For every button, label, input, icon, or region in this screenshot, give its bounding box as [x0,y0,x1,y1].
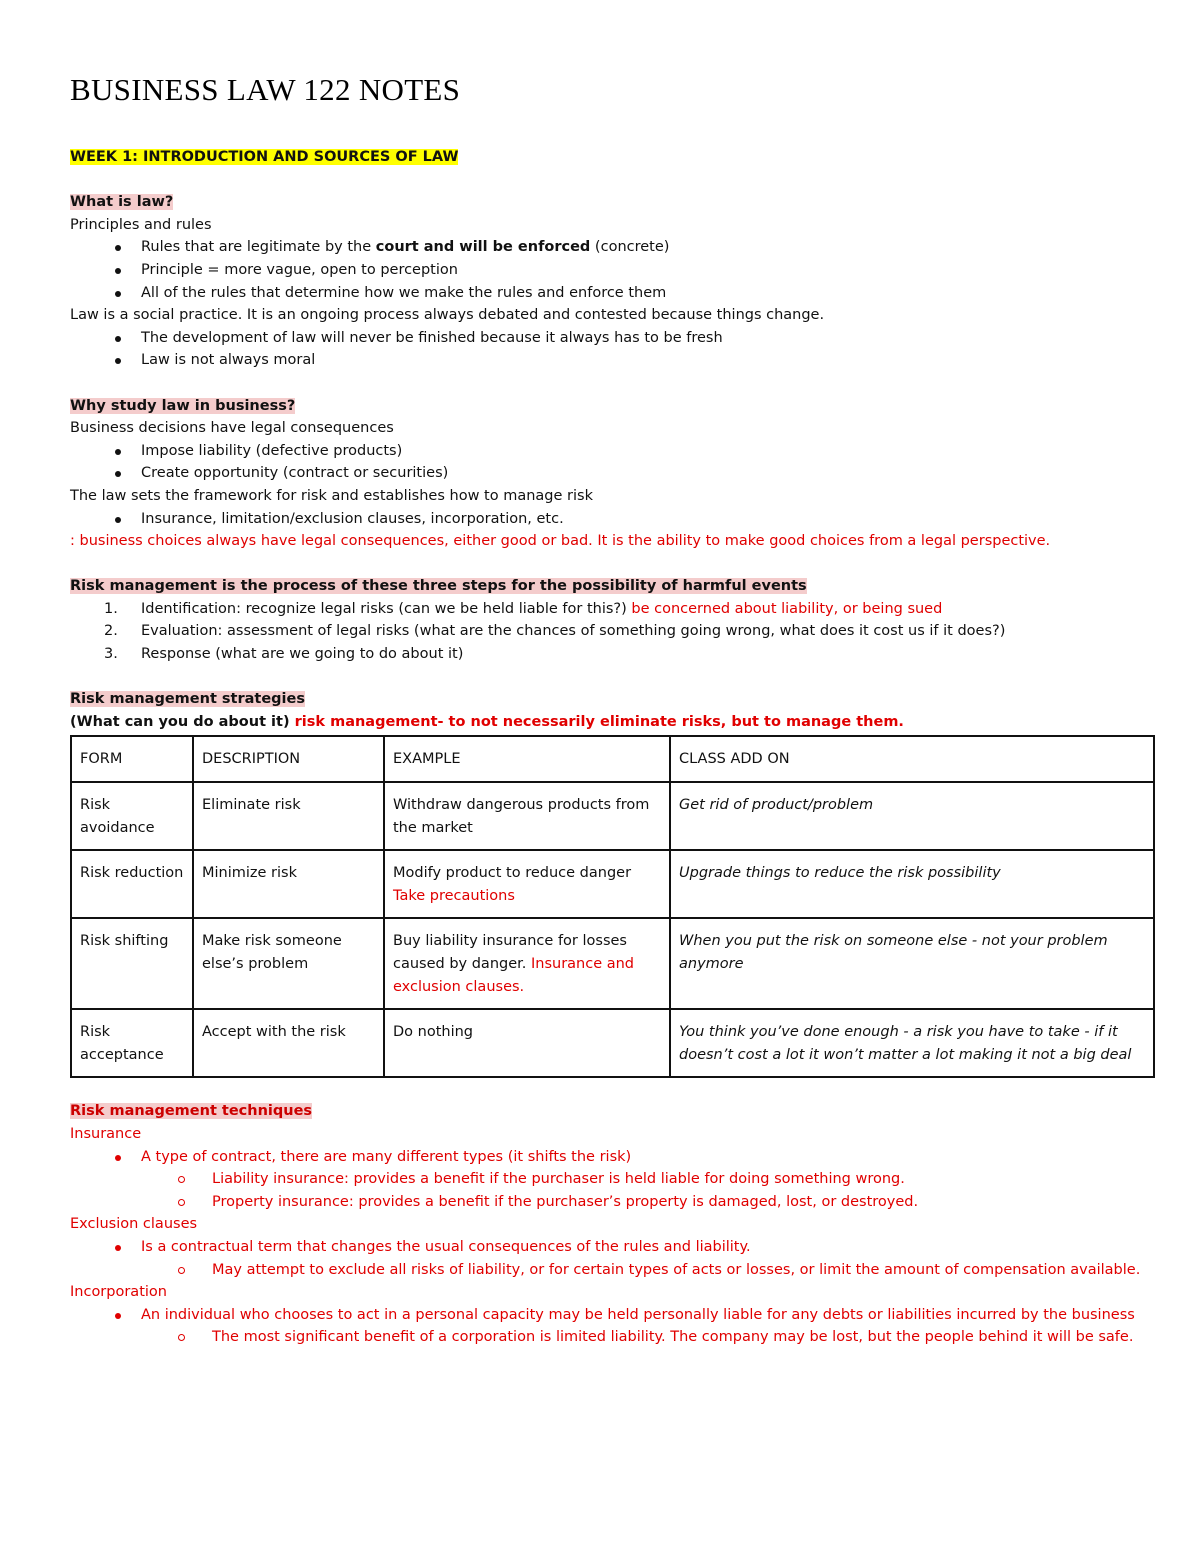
table-cell: When you put the risk on someone else - not your problem anymore [670,918,1154,1009]
table-cell: Do nothing [384,1009,670,1077]
insurance-bullets [70,1146,1155,1214]
incorporation-label: Incorporation [70,1284,167,1301]
incorporation-sub-bullets [70,1326,1155,1349]
table-row [71,782,1154,850]
why-study-heading: Why study law in business? [70,397,296,414]
list-item: Impose liability (defective products) [70,440,1155,463]
business-choices-note: : business choices always have legal consequences, either good or bad. It is the ability to make good choices from a legal perspective. [70,533,1051,550]
exclusion-label: Exclusion clauses [70,1216,198,1233]
list-item: An individual who chooses to act in a personal capacity may be held personally liable for any debts or liabilities incurred by the business The most significant benefit of a corporation is limited liability. The company may be lost, but the people behind it will be safe. [70,1304,1155,1349]
framework-bullets [70,508,1155,531]
risk-steps-list [70,598,1155,666]
list-item: All of the rules that determine how we make the rules and enforce them [70,282,1155,305]
why-study-bullets [70,440,1155,485]
table-row [71,1009,1154,1077]
list-item: May attempt to exclude all risks of liability, or for certain types of acts or losses, or limit the amount of compensation available. [70,1259,1155,1282]
table-header-cell: CLASS ADD ON [670,736,1154,782]
list-item: Insurance, limitation/exclusion clauses, incorporation, etc. [70,508,1155,531]
table-cell: Make risk someone else’s problem [193,918,384,1009]
table-cell: Minimize risk [193,850,384,918]
table-cell: Risk reduction [71,850,193,918]
framework-text: The law sets the framework for risk and establishes how to manage risk [70,487,593,504]
table-cell: Risk avoidance [71,782,193,850]
page-title: BUSINESS LAW 122 NOTES [70,72,461,107]
insurance-sub-bullets [70,1168,1155,1213]
strategies-heading: Risk management strategies [70,691,305,708]
exclusion-bullets [70,1236,1155,1281]
risk-strategies-table [70,735,1155,1078]
table-cell: Buy liability insurance for losses caused by danger. Insurance and exclusion clauses. [384,918,670,1009]
why-study-intro: Business decisions have legal consequences [70,420,394,437]
techniques-heading: Risk management techniques [70,1103,313,1120]
list-item: Principle = more vague, open to perception [70,259,1155,282]
what-is-law-heading: What is law? [70,194,174,211]
table-cell: Withdraw dangerous products from the market [384,782,670,850]
table-header-cell: FORM [71,736,193,782]
list-item: Property insurance: provides a benefit if the purchaser’s property is damaged, lost, or destroyed. [70,1191,1155,1214]
list-item: Liability insurance: provides a benefit if the purchaser is held liable for doing something wrong. [70,1168,1155,1191]
insurance-label: Insurance [70,1125,142,1142]
social-bullets [70,327,1155,372]
list-item: 3. Response (what are we going to do about it) [104,646,464,663]
table-cell: Risk shifting [71,918,193,1009]
table-cell: Get rid of product/problem [670,782,1154,850]
table-header-row [71,736,1154,782]
table-cell: Upgrade things to reduce the risk possibility [670,850,1154,918]
table-cell: You think you’ve done enough - a risk you have to take - if it doesn’t cost a lot it won’t matter a lot making it not a big deal [670,1009,1154,1077]
table-cell: Eliminate risk [193,782,384,850]
risk-process-heading: Risk management is the process of these three steps for the possibility of harmful events [70,578,807,595]
table-row [71,918,1154,1009]
list-item: Rules that are legitimate by the court and will be enforced (concrete) [70,236,1155,259]
strategies-subheading: (What can you do about it) risk management- to not necessarily eliminate risks, but to manage them. [70,713,904,730]
table-cell: Accept with the risk [193,1009,384,1077]
list-item: 1. Identification: recognize legal risks (can we be held liable for this?) be concerned about liability, or being sued [104,600,943,617]
list-item: Create opportunity (contract or securities) [70,462,1155,485]
list-item: 2. Evaluation: assessment of legal risks (what are the chances of something going wrong, what does it cost us if it does?) [104,623,1006,640]
week-heading: WEEK 1: INTRODUCTION AND SOURCES OF LAW [70,149,459,165]
incorporation-bullets [70,1304,1155,1349]
table-cell: Modify product to reduce danger Take precautions [384,850,670,918]
table-row [71,850,1154,918]
table-header-cell: DESCRIPTION [193,736,384,782]
list-item: The most significant benefit of a corporation is limited liability. The company may be lost, but the people behind it will be safe. [70,1326,1155,1349]
what-is-law-bullets [70,236,1155,304]
list-item: Law is not always moral [70,349,1155,372]
table-cell: Risk acceptance [71,1009,193,1077]
notes-page [70,72,1155,1349]
exclusion-sub-bullets [70,1259,1155,1282]
list-item: Is a contractual term that changes the usual consequences of the rules and liability. May attempt to exclude all risks of liability, or for certain types of acts or losses, or limit the amount of compensation available. [70,1236,1155,1281]
what-is-law-intro: Principles and rules [70,216,212,233]
table-header-cell: EXAMPLE [384,736,670,782]
social-practice-text: Law is a social practice. It is an ongoing process always debated and contested because things change. [70,307,825,324]
list-item: The development of law will never be finished because it always has to be fresh [70,327,1155,350]
list-item: A type of contract, there are many different types (it shifts the risk) Liability insurance: provides a benefit if the purchaser is held liable for doing something wrong. Property insurance: provides a benefit if the purchaser’s property is damaged, lost, or destroyed. [70,1146,1155,1214]
